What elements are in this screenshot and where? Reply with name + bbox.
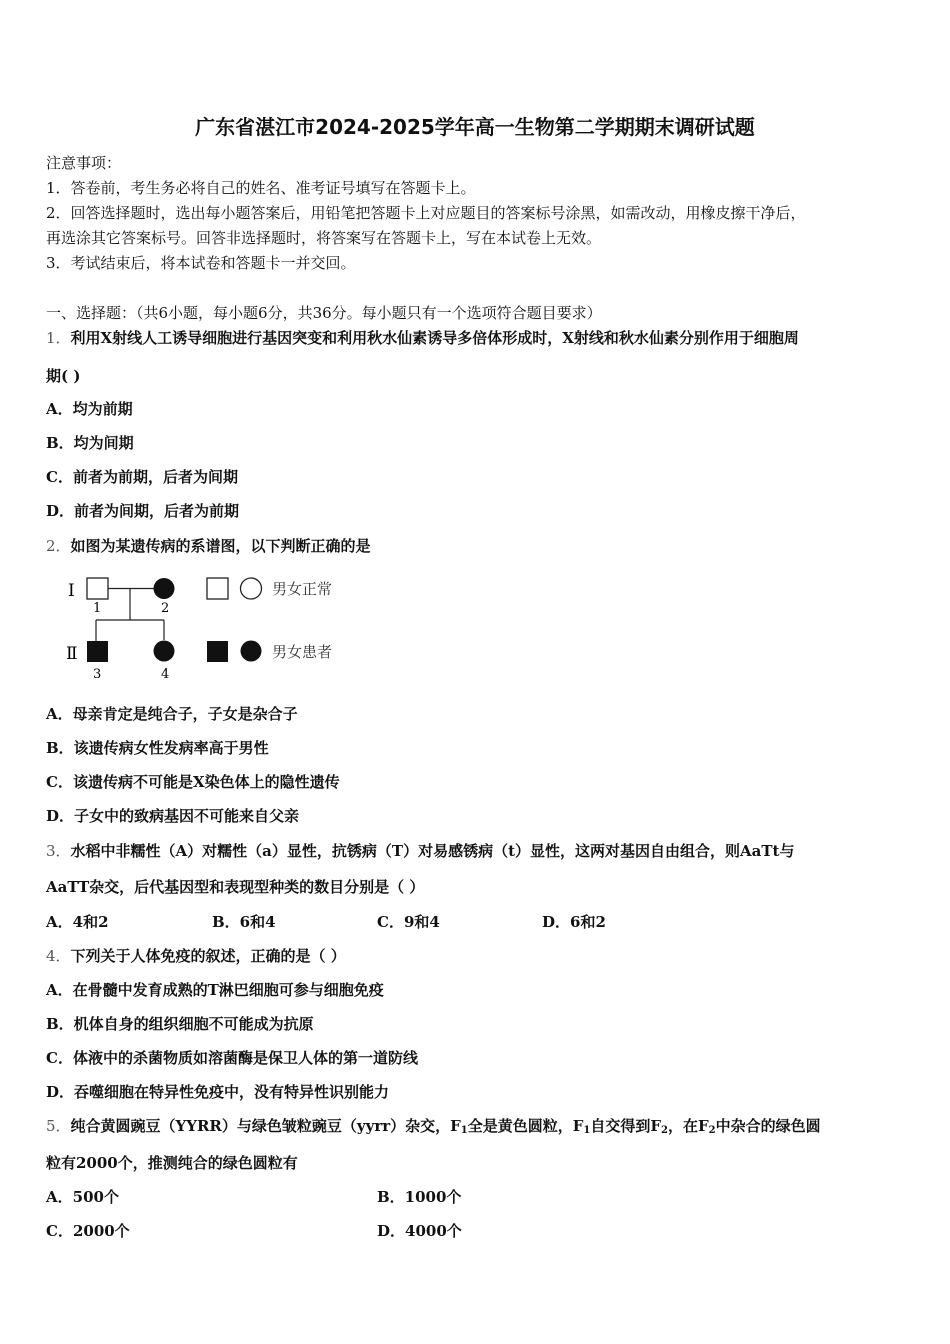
question-text: 利用X射线人工诱导细胞进行基因突变和利用秋水仙素诱导多倍体形成时，X射线和秋水仙素分别作用于细胞周 bbox=[70, 329, 799, 347]
q4-option-c: C．体液中的杀菌物质如溶菌酶是保卫人体的第一道防线 bbox=[46, 1049, 418, 1067]
question-text: 下列关于人体免疫的叙述，正确的是（ ） bbox=[70, 947, 346, 965]
q5-option-c: C．2000个 bbox=[46, 1222, 130, 1240]
notice-item-3: 3．考试结束后，将本试卷和答题卡一并交回。 bbox=[46, 254, 356, 272]
q5-option-d: D．4000个 bbox=[377, 1222, 462, 1240]
q2-option-b: B．该遗传病女性发病率高于男性 bbox=[46, 739, 269, 757]
individual-label: 2 bbox=[161, 601, 170, 616]
q1-option-a: A．均为前期 bbox=[46, 400, 133, 418]
section-heading: 一、选择题：（共6小题，每小题6分，共36分。每小题只有一个选项符合题目要求） bbox=[46, 304, 602, 322]
question-2 bbox=[46, 535, 371, 556]
individual-label: 4 bbox=[161, 667, 170, 682]
q2-option-c: C．该遗传病不可能是X染色体上的隐性遗传 bbox=[46, 773, 340, 791]
legend-normal-female-icon bbox=[241, 578, 262, 599]
notice-item-2-cont: 再选涂其它答案标号。回答非选择题时，将答案写在答题卡上，写在本试卷上无效。 bbox=[46, 229, 602, 247]
notice-item-2: 2．回答选择题时，选出每小题答案后，用铅笔把答题卡上对应题目的答案标号涂黑，如需改动，用橡皮擦干净后， bbox=[46, 204, 806, 222]
page-title: 广东省湛江市2024-2025学年高一生物第二学期期末调研试题 bbox=[195, 115, 755, 139]
affected-female-symbol bbox=[154, 641, 175, 662]
q3-option-b: B．6和4 bbox=[212, 913, 276, 931]
question-3-cont: AaTT杂交，后代基因型和表现型种类的数目分别是（ ） bbox=[46, 878, 425, 896]
normal-male-symbol bbox=[87, 578, 108, 599]
q2-option-a: A．母亲肯定是纯合子，子女是杂合子 bbox=[46, 705, 298, 723]
q3-option-d: D．6和2 bbox=[542, 913, 606, 931]
question-number: 1． bbox=[46, 329, 71, 347]
q2-option-d: D．子女中的致病基因不可能来自父亲 bbox=[46, 807, 300, 825]
question-number: 3． bbox=[46, 842, 71, 860]
q1-option-b: B．均为间期 bbox=[46, 434, 134, 452]
question-text: 如图为某遗传病的系谱图，以下判断正确的是 bbox=[70, 537, 371, 555]
legend-affected-female-icon bbox=[241, 641, 262, 662]
q3-option-c: C．9和4 bbox=[377, 913, 440, 931]
notice-heading: 注意事项： bbox=[46, 154, 122, 172]
q4-option-d: D．吞噬细胞在特异性免疫中，没有特异性识别能力 bbox=[46, 1083, 390, 1101]
affected-female-symbol bbox=[154, 578, 175, 599]
question-number: 4． bbox=[46, 947, 71, 965]
question-5-cont: 粒有2000个，推测纯合的绿色圆粒有 bbox=[46, 1154, 298, 1172]
notice-item-1: 1．答卷前，考生务必将自己的姓名、准考证号填写在答题卡上。 bbox=[46, 179, 476, 197]
q5-option-a: A．500个 bbox=[46, 1188, 119, 1206]
generation-1-label: Ⅰ bbox=[68, 581, 75, 601]
question-text: 水稻中非糯性（A）对糯性（a）显性，抗锈病（T）对易感锈病（t）显性，这两对基因自由组合，则AaTt与 bbox=[70, 842, 795, 860]
legend-affected-male-icon bbox=[207, 641, 228, 662]
question-number: 2． bbox=[46, 537, 71, 555]
q4-option-b: B．机体自身的组织细胞不可能成为抗原 bbox=[46, 1015, 314, 1033]
question-3 bbox=[46, 840, 794, 861]
legend-normal-label: 男女正常 bbox=[272, 580, 333, 598]
q1-option-c: C．前者为前期，后者为间期 bbox=[46, 468, 238, 486]
question-1 bbox=[46, 327, 799, 348]
question-1-cont: 期( ) bbox=[46, 367, 81, 385]
pedigree-diagram bbox=[60, 570, 360, 685]
generation-2-label: Ⅱ bbox=[66, 644, 78, 664]
question-5 bbox=[46, 1115, 821, 1136]
affected-male-symbol bbox=[87, 641, 108, 662]
question-text: 纯合黄圆豌豆（YYRR）与绿色皱粒豌豆（yyrr）杂交，$F_1$全是黄色圆粒，$F_1$自交得到$F_2$，在$F_2$中杂合的绿色圆 bbox=[70, 1117, 821, 1136]
individual-label: 1 bbox=[93, 601, 102, 616]
q5-option-b: B．1000个 bbox=[377, 1188, 462, 1206]
q3-option-a: A．4和2 bbox=[46, 913, 109, 931]
question-4 bbox=[46, 945, 346, 966]
individual-label: 3 bbox=[93, 667, 102, 682]
q1-option-d: D．前者为间期，后者为前期 bbox=[46, 502, 240, 520]
q4-option-a: A．在骨髓中发育成熟的T淋巴细胞可参与细胞免疫 bbox=[46, 981, 384, 999]
question-number: 5． bbox=[46, 1117, 71, 1135]
legend-affected-label: 男女患者 bbox=[272, 643, 333, 661]
legend-normal-male-icon bbox=[207, 578, 228, 599]
